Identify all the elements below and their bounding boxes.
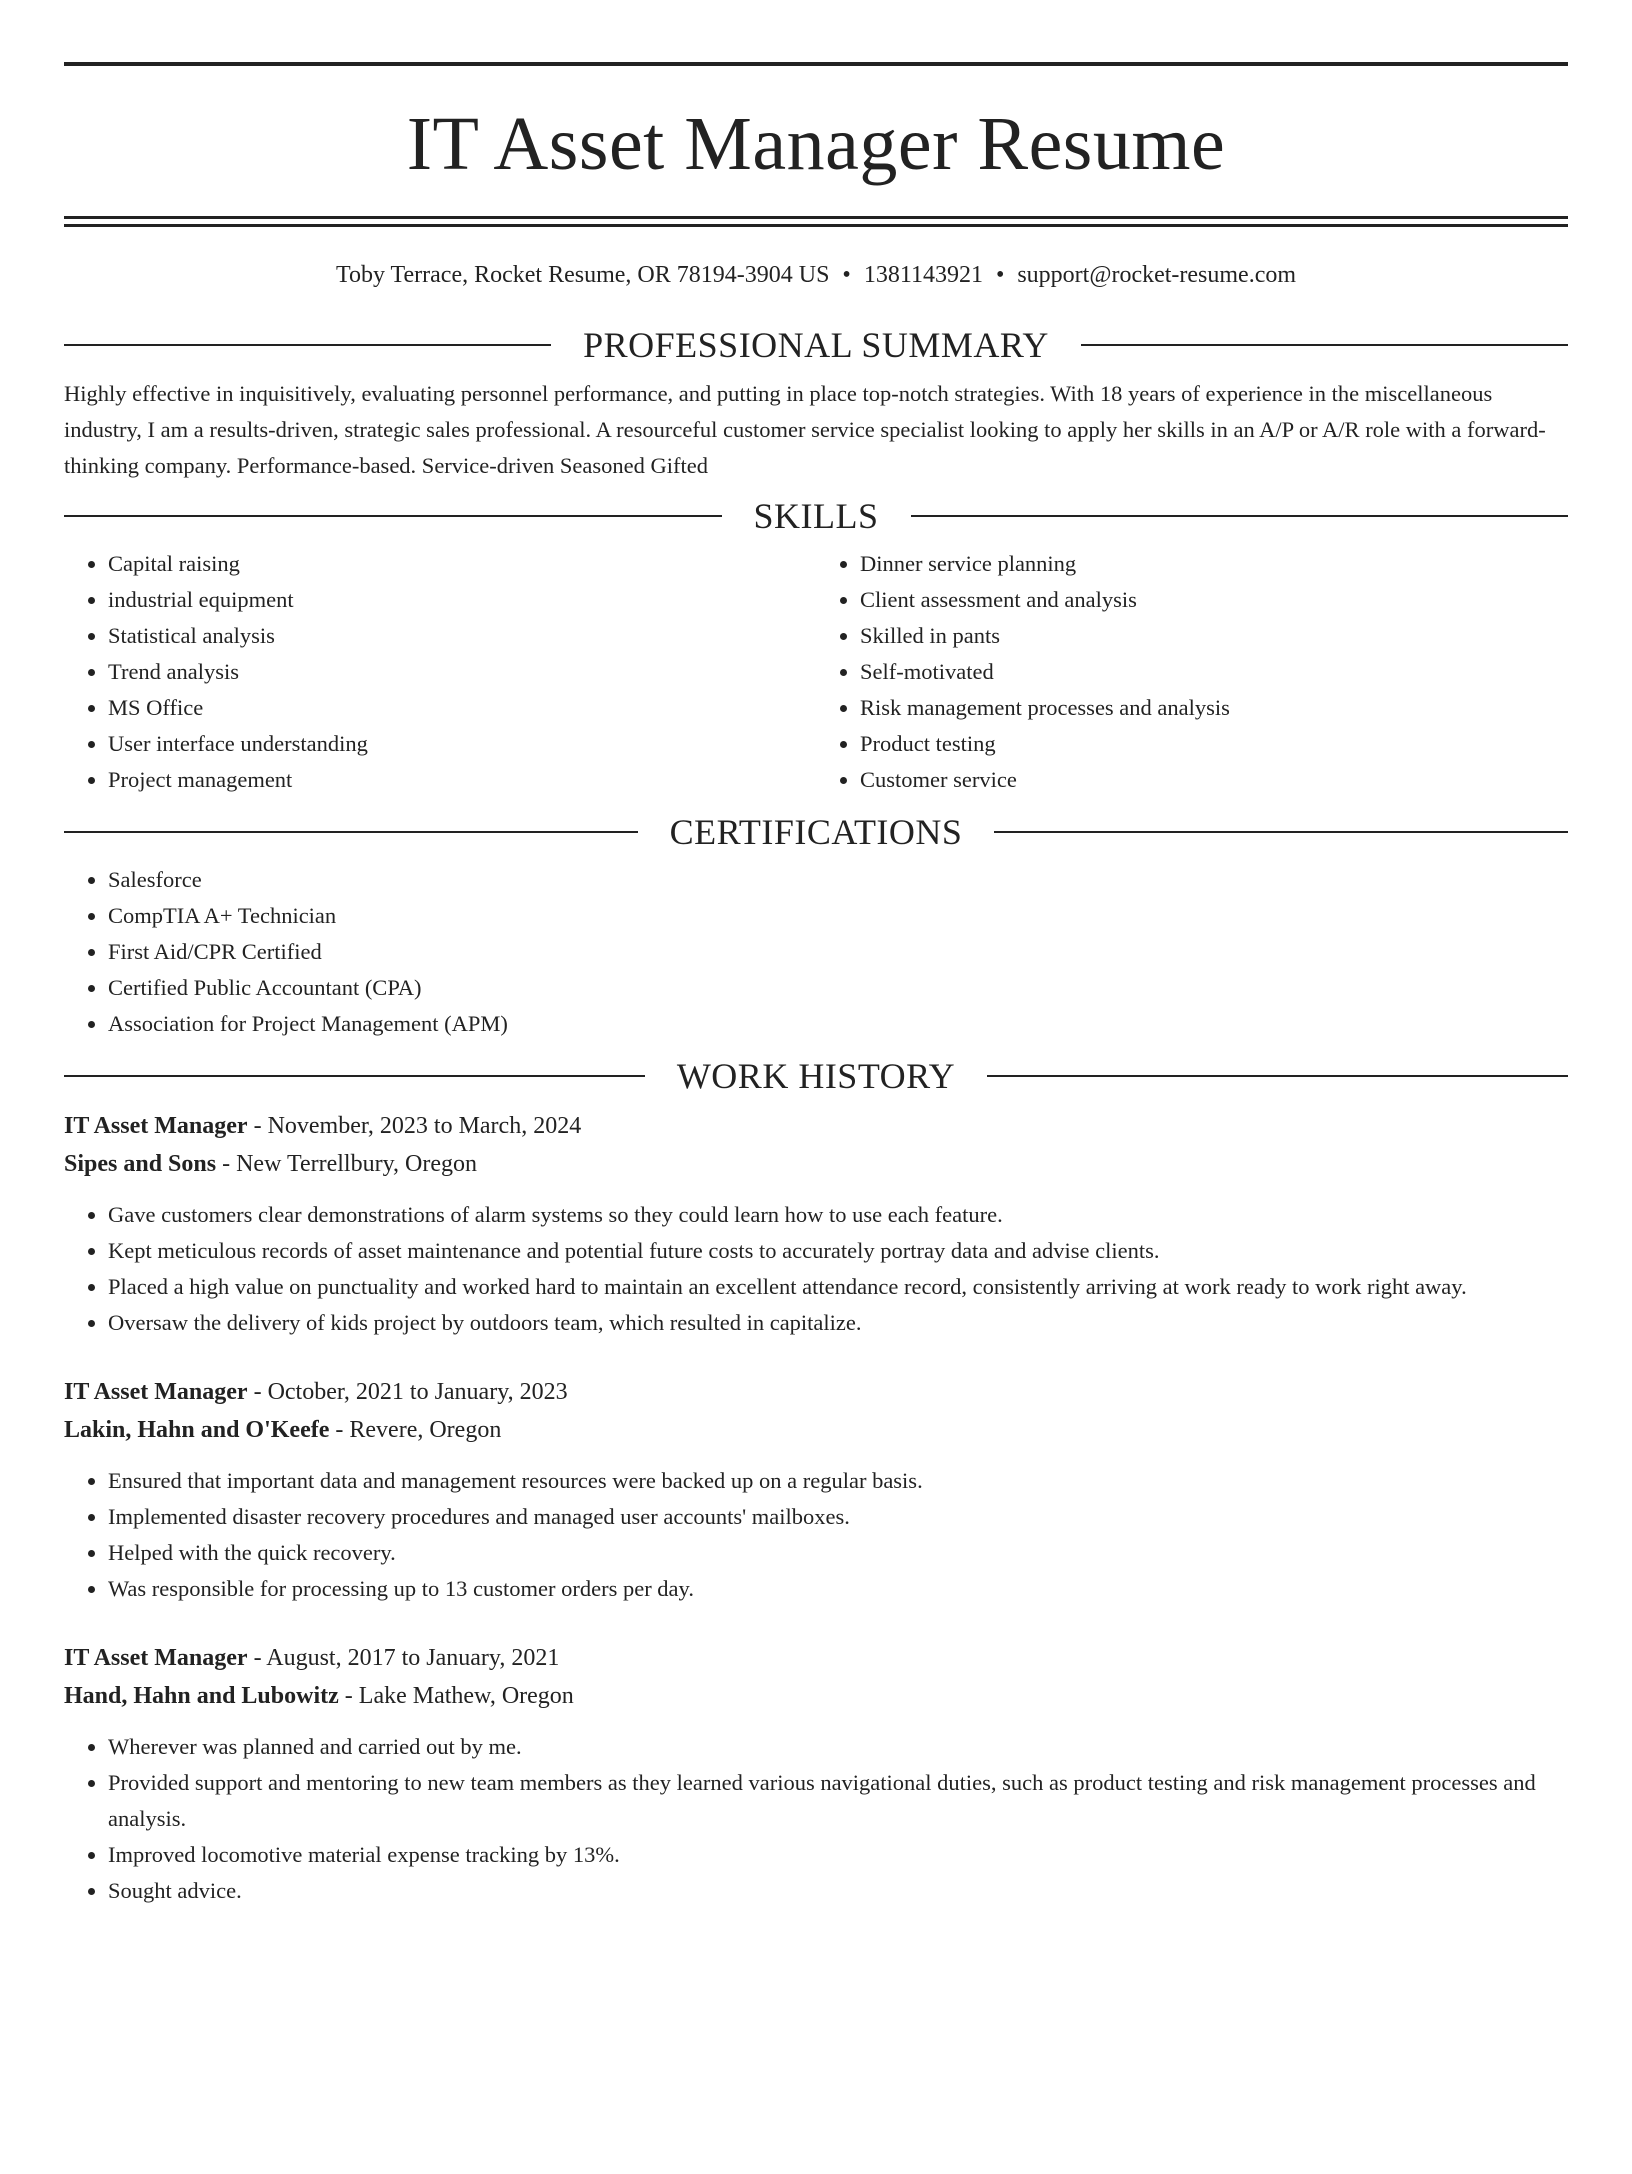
skill-item: • Trend analysis xyxy=(108,654,816,690)
job-entry xyxy=(64,1373,1568,1607)
job-bullet: • Ensured that important data and management resources were backed up on a regular basis. xyxy=(108,1463,1568,1499)
summary-heading-row xyxy=(64,325,1568,365)
job-bullet: • Sought advice. xyxy=(108,1873,1568,1909)
job-bullet: • Helped with the quick recovery. xyxy=(108,1535,1568,1571)
job-bullet: • Improved locomotive material expense tracking by 13%. xyxy=(108,1837,1568,1873)
contact-email: support@rocket-resume.com xyxy=(1017,262,1297,288)
job-title: IT Asset Manager xyxy=(64,1644,248,1671)
skill-item: • Customer service xyxy=(860,762,1568,798)
job-title-line xyxy=(64,1639,1568,1677)
skill-item: • Risk management processes and analysis xyxy=(860,690,1568,726)
job-dates: August, 2017 to January, 2021 xyxy=(266,1644,560,1671)
job-entry xyxy=(64,1107,1568,1341)
skill-item: • Client assessment and analysis xyxy=(860,582,1568,618)
skill-item: • Capital raising xyxy=(108,546,816,582)
job-title: IT Asset Manager xyxy=(64,1378,248,1405)
job-company-line xyxy=(64,1145,1568,1183)
title-double-rule xyxy=(64,216,1568,227)
job-bullet: • Was responsible for processing up to 13 customer orders per day. xyxy=(108,1571,1568,1607)
skill-item: • User interface understanding xyxy=(108,726,816,762)
job-bullet: • Oversaw the delivery of kids project by outdoors team, which resulted in capitalize. xyxy=(108,1305,1568,1341)
job-bullet: • Placed a high value on punctuality and worked hard to maintain an excellent attendance record, consistently arriving at work ready to work right away. xyxy=(108,1269,1568,1305)
job-bullet: • Provided support and mentoring to new team members as they learned various navigational duties, such as product testing and risk management processes and analysis. xyxy=(108,1765,1568,1837)
heading-rule xyxy=(987,1075,1568,1077)
job-company: Hand, Hahn and Lubowitz xyxy=(64,1682,339,1709)
skills-heading: SKILLS xyxy=(753,495,879,536)
skills-list-left xyxy=(64,546,816,798)
job-dash: - xyxy=(253,1644,262,1671)
top-rule xyxy=(64,62,1568,66)
skills-columns xyxy=(64,546,1568,798)
contact-address: Toby Terrace, Rocket Resume, OR 78194-3904 US xyxy=(335,262,830,288)
resume-title: IT Asset Manager Resume xyxy=(406,102,1226,186)
job-dash: - xyxy=(253,1112,262,1139)
skills-heading-row xyxy=(64,496,1568,536)
heading-rule xyxy=(64,515,722,517)
job-location: New Terrellbury, Oregon xyxy=(236,1150,477,1177)
summary-text: Highly effective in inquisitively, evaluating personnel performance, and putting in place top-notch strategies. With 18 years of experience in the miscellaneous industry, I am a results-driven, strategic sales professional. A resourceful customer service specialist looking to apply her skills in an A/P or A/R role with a forward-thinking company. Performance-based. Service-driven Seasoned Gifted xyxy=(64,380,1546,478)
job-dash: - xyxy=(222,1150,231,1177)
certification-item: • Salesforce xyxy=(108,862,1568,898)
heading-rule xyxy=(64,1075,645,1077)
skill-item: • Project management xyxy=(108,762,816,798)
skill-item: • Statistical analysis xyxy=(108,618,816,654)
contact-phone: 1381143921 xyxy=(863,262,983,288)
job-company: Sipes and Sons xyxy=(64,1150,217,1177)
job-dates: November, 2023 to March, 2024 xyxy=(267,1112,582,1139)
heading-rule xyxy=(1081,344,1568,346)
job-dates: October, 2021 to January, 2023 xyxy=(267,1378,568,1405)
heading-rule xyxy=(911,515,1569,517)
job-bullet: • Wherever was planned and carried out by me. xyxy=(108,1729,1568,1765)
certifications-heading-row xyxy=(64,812,1568,852)
skill-item: • Product testing xyxy=(860,726,1568,762)
certifications-list xyxy=(64,862,1568,1042)
job-dash: - xyxy=(335,1416,344,1443)
resume-page xyxy=(0,62,1632,2174)
skill-item: • industrial equipment xyxy=(108,582,816,618)
job-bullets xyxy=(64,1197,1568,1341)
skill-item: • Dinner service planning xyxy=(860,546,1568,582)
job-bullets xyxy=(64,1463,1568,1607)
job-location: Lake Mathew, Oregon xyxy=(358,1682,574,1709)
job-dash: - xyxy=(344,1682,353,1709)
summary-heading: PROFESSIONAL SUMMARY xyxy=(583,324,1049,365)
work-heading: WORK HISTORY xyxy=(676,1055,956,1096)
certification-item: • Certified Public Accountant (CPA) xyxy=(108,970,1568,1006)
certification-item: • First Aid/CPR Certified xyxy=(108,934,1568,970)
contact-separator: • xyxy=(842,262,851,288)
heading-rule xyxy=(64,831,638,833)
job-company: Lakin, Hahn and O'Keefe xyxy=(64,1416,330,1443)
certification-item: • Association for Project Management (APM) xyxy=(108,1006,1568,1042)
job-bullets xyxy=(64,1729,1568,1909)
job-title-line xyxy=(64,1373,1568,1411)
heading-rule xyxy=(994,831,1568,833)
job-location: Revere, Oregon xyxy=(349,1416,502,1443)
contact-line xyxy=(64,261,1568,290)
job-bullet: • Kept meticulous records of asset maintenance and potential future costs to accurately portray data and advise clients. xyxy=(108,1233,1568,1269)
work-heading-row xyxy=(64,1056,1568,1096)
job-company-line xyxy=(64,1411,1568,1449)
job-company-line xyxy=(64,1677,1568,1715)
job-bullet: • Implemented disaster recovery procedures and managed user accounts' mailboxes. xyxy=(108,1499,1568,1535)
certification-item: • CompTIA A+ Technician xyxy=(108,898,1568,934)
job-entry xyxy=(64,1639,1568,1909)
job-bullet: • Gave customers clear demonstrations of alarm systems so they could learn how to use each feature. xyxy=(108,1197,1568,1233)
job-title-line xyxy=(64,1107,1568,1145)
skills-list-right xyxy=(816,546,1568,798)
contact-separator: • xyxy=(995,262,1005,288)
skill-item: • Skilled in pants xyxy=(860,618,1568,654)
job-dash: - xyxy=(253,1378,262,1405)
skill-item: • MS Office xyxy=(108,690,816,726)
certifications-heading: CERTIFICATIONS xyxy=(669,811,963,852)
heading-rule xyxy=(64,344,551,346)
skill-item: • Self-motivated xyxy=(860,654,1568,690)
job-title: IT Asset Manager xyxy=(64,1112,248,1139)
